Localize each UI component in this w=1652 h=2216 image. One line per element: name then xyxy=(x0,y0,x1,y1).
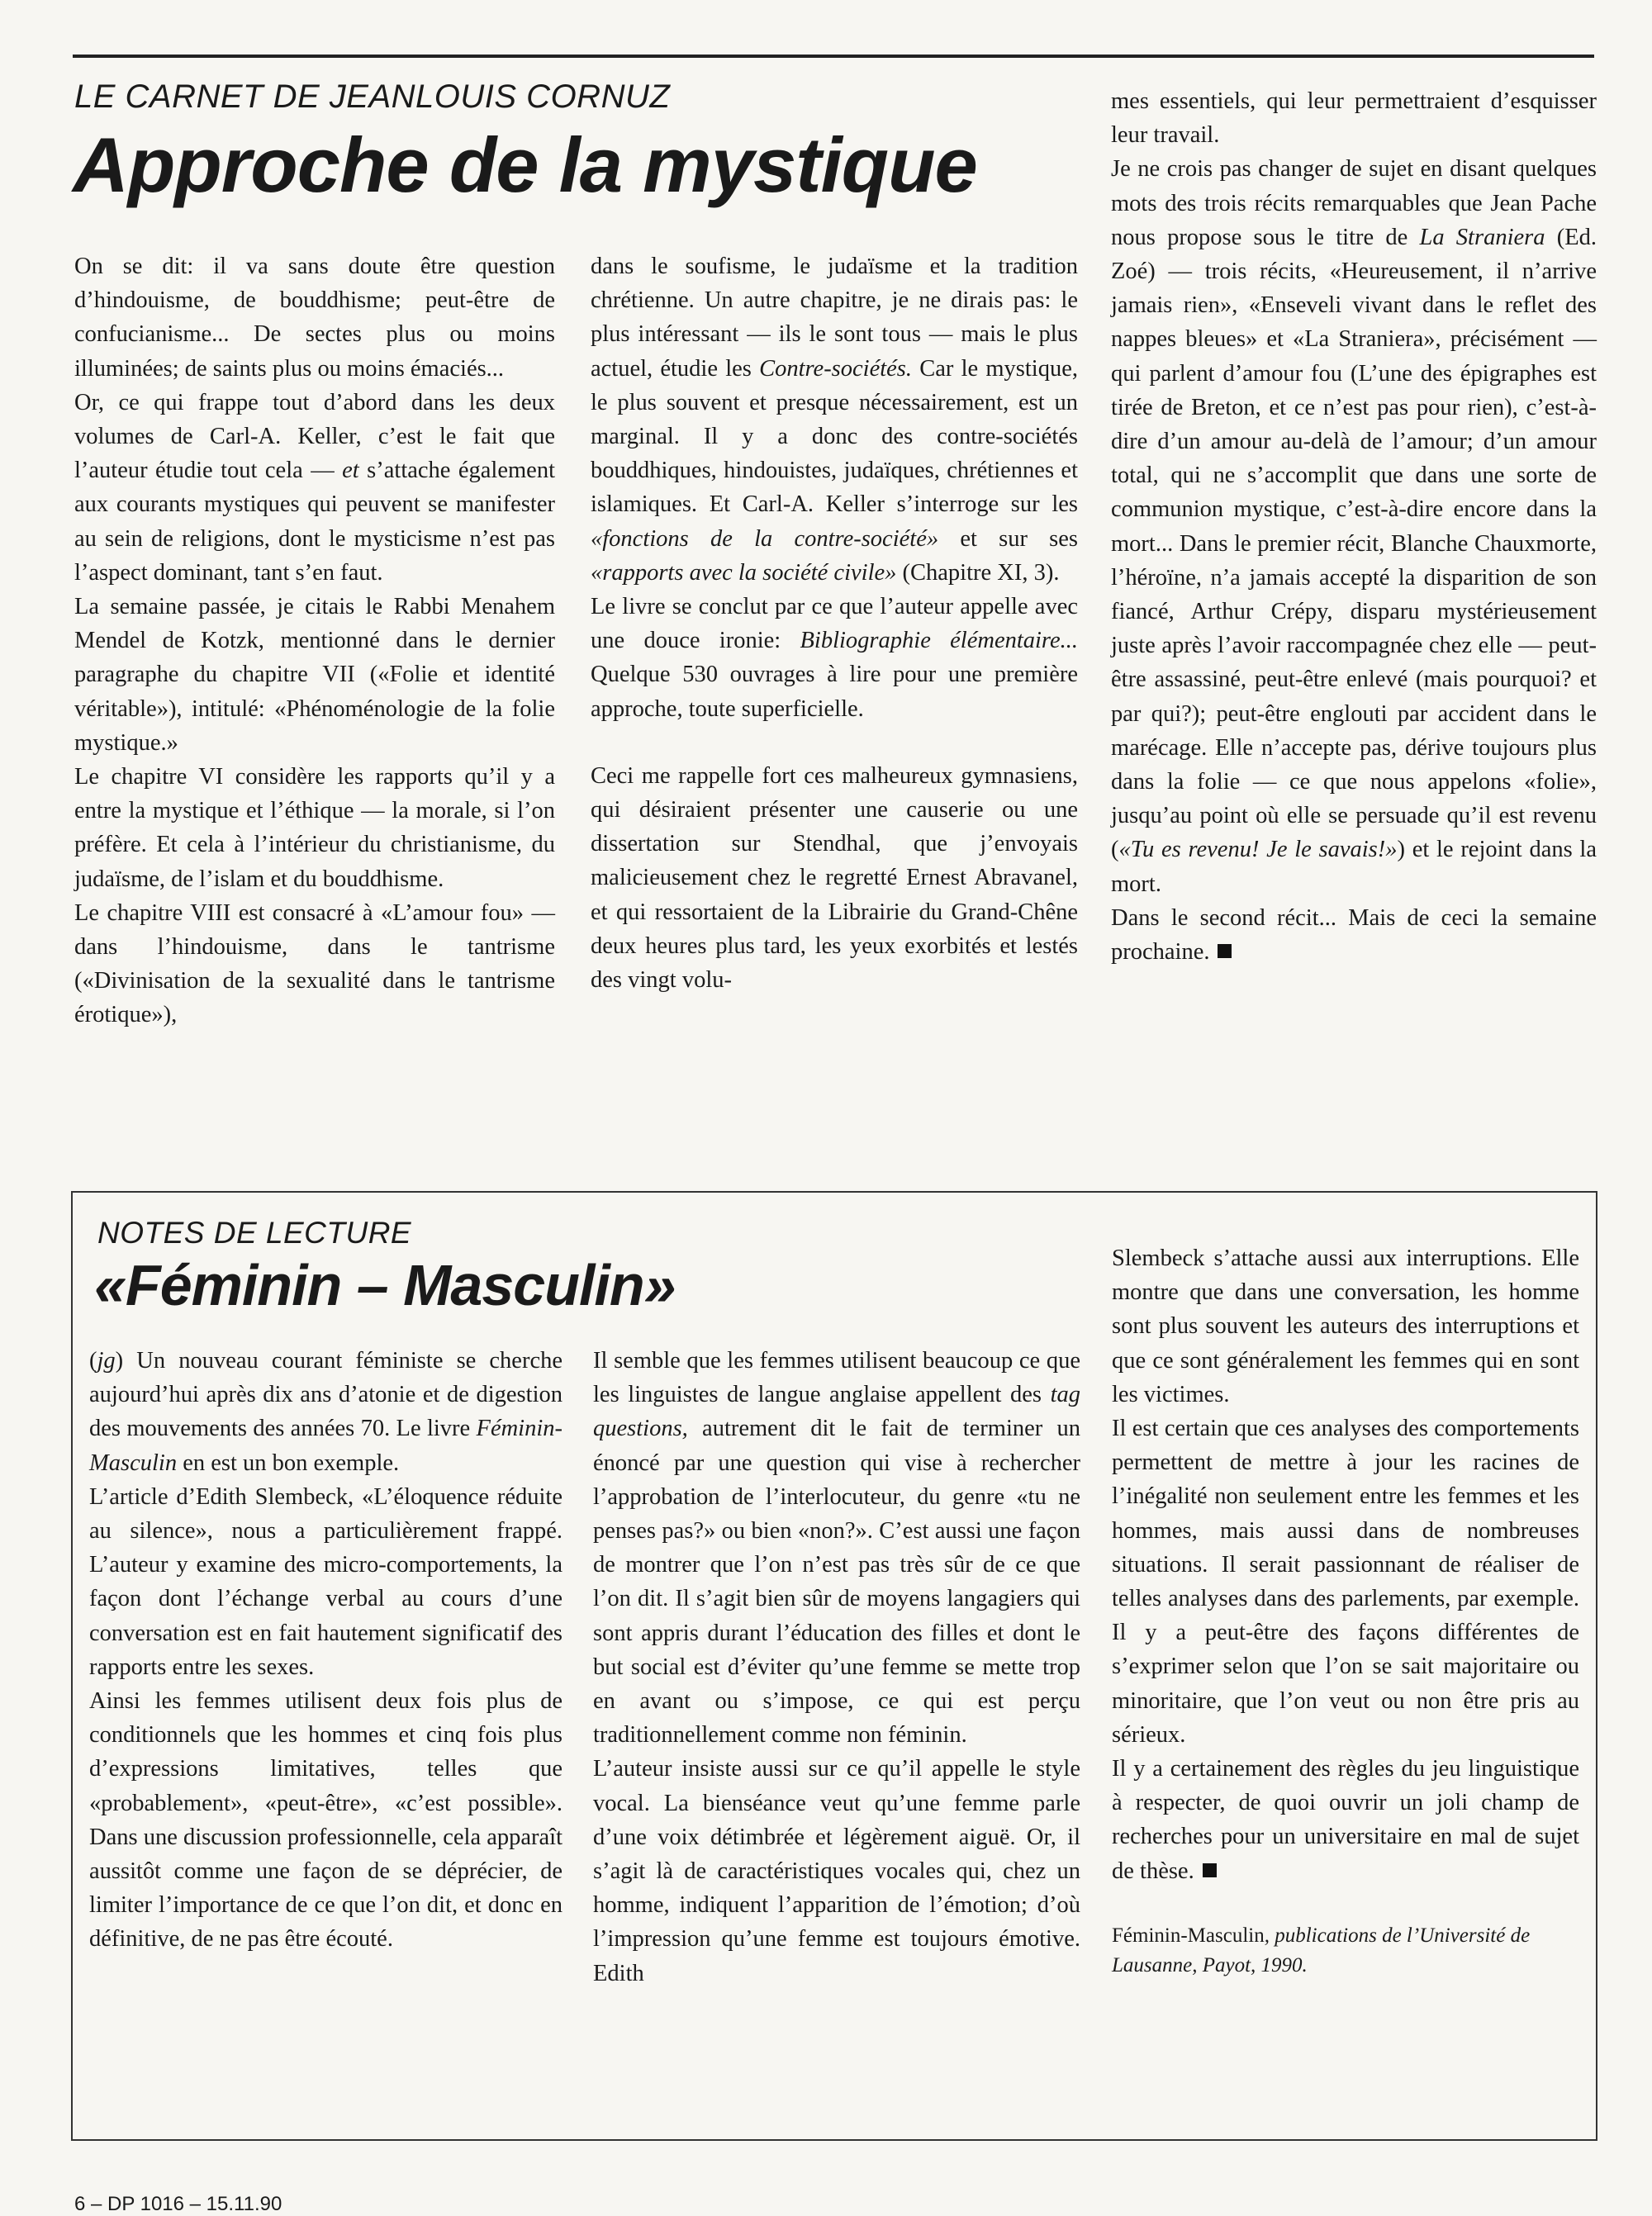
text: ) Un nouveau courant féministe se cherche aujourd’hui après dix ans d’atonie et de digestion des mouvements des années 70. Le livre xyxy=(89,1348,563,1442)
italic-text: Bibliographie élémentaire... xyxy=(800,628,1078,654)
text: ( xyxy=(89,1348,97,1374)
paragraph xyxy=(74,386,555,590)
paragraph xyxy=(593,1752,1080,1990)
italic-text: et xyxy=(342,458,359,484)
paragraph xyxy=(591,759,1078,997)
text: Le livre se conclut par ce que l’auteur appelle avec une douce ironie: xyxy=(591,594,1078,654)
text: Dans le second récit... Mais de ceci la semaine prochaine. xyxy=(1111,904,1597,966)
box-column-1 xyxy=(89,1344,563,1957)
paragraph xyxy=(89,1684,563,1957)
italic-text: jg xyxy=(97,1348,116,1374)
italic-text: Contre-sociétés. xyxy=(759,355,913,382)
text: Or, ce qui frappe tout d’abord dans les deux volumes de Carl-A. Keller, c’est le fait que l’auteur étudie tout cela — xyxy=(74,389,555,484)
text: Slembeck s’attache aussi aux interruptions. Elle montre que dans une conversation, les homme sont plus souvent les auteurs des interruptions et que ce sont généralement les femmes qui en sont les victimes. xyxy=(1112,1246,1579,1407)
italic-text: tag questions, xyxy=(593,1382,1080,1442)
paragraph xyxy=(1111,901,1597,969)
box-column-2 xyxy=(593,1344,1080,1991)
text: et sur ses xyxy=(938,525,1079,552)
article-column-2 xyxy=(591,249,1078,997)
text: dans le soufisme, le judaïsme et la tradition chrétienne. Un autre chapitre, je ne dirais pas: le plus intéressant — ils le sont tous — mais le plus actuel, étudie les xyxy=(591,254,1078,382)
box-title: «Féminin – Masculin» xyxy=(94,1253,676,1317)
text: en est un bon exemple. xyxy=(177,1450,400,1476)
text: Il y a certainement des règles du jeu linguistique à respecter, de quoi ouvrir un joli champ de recherches pour un universitaire en mal de sujet de thèse. xyxy=(1112,1756,1579,1884)
text: Il est certain que ces analyses des comportements permettent de mettre à jour les racines de l’inégalité non seulement entre les femmes et les hommes, mais aussi dans de nombreuses situations. Il serait passionnant de réaliser de telles analyses dans des parlements, par exemple. Il y a peut-être des façons différentes de s’exprimer selon que l’on se sait majoritaire ou minoritaire, que l’on veut ou non être pris au sérieux. xyxy=(1112,1416,1579,1748)
italic-text: , publications de l’Université de Lausanne, Payot, 1990. xyxy=(1112,1924,1531,1976)
paragraph xyxy=(89,1480,563,1684)
text: s’attache également aux courants mystiques qui peuvent se manifester au sein de religions, dont le mysticisme n’est pas l’aspect dominant, tant s’en faut. xyxy=(74,458,555,586)
italic-text: «rapports avec la société civile» xyxy=(591,559,897,586)
paragraph xyxy=(74,896,555,1032)
paragraph xyxy=(1111,84,1597,152)
top-rule xyxy=(73,55,1594,58)
text: Le chapitre VI considère les rapports qu’il y a entre la mystique et l’éthique — la morale, si l’on préfère. Et cela à l’intérieur du christianisme, du judaïsme, de l’islam et du bouddhisme. xyxy=(74,764,555,892)
paragraph xyxy=(74,760,555,896)
text: autrement dit le fait de terminer un énoncé par une question qui vise à rechercher l’approbation de l’interlocuteur, du genre «tu ne penses pas?» ou bien «non?». C’est aussi une façon de montrer que l’on n’est pas très sûr de ce que l’on dit. Il s’agit bien sûr de moyens langagiers qui sont appris durant l’éducation des filles et dont le but social est d’éviter qu’une femme se mette trop en avant ou s’impose, ce qui est perçu traditionnellement comme non féminin. xyxy=(593,1416,1080,1749)
text: On se dit: il va sans doute être question d’hindouisme, de bouddhisme; peut-être de confucianisme... De sectes plus ou moins illuminées; de saints plus ou moins émaciés... xyxy=(74,254,555,382)
text: Car le mystique, le plus souvent et presque nécessairement, est un marginal. Il y a donc des contre-sociétés bouddhiques, hindouistes, judaïques, chrétiennes et islamiques. Et Carl-A. Keller s’interroge sur les xyxy=(591,355,1078,518)
text: L’auteur insiste aussi sur ce qu’il appelle le style vocal. La bienséance veut qu’une femme parle d’une voix détimbrée et légèrement aiguë. Or, il s’agit là de caractéristiques vocales qui, chez un homme, indiquent l’apparition de l’émotion; d’où l’impression qu’une femme est toujours émotive. Edith xyxy=(593,1756,1080,1986)
italic-text: La Straniera xyxy=(1419,224,1545,250)
paragraph xyxy=(1111,152,1597,900)
text: Quelque 530 ouvrages à lire pour une première approche, toute superficielle. xyxy=(591,662,1078,722)
text: ) et le rejoint dans la mort. xyxy=(1111,837,1597,897)
article-column-3 xyxy=(1111,84,1597,969)
text: Ainsi les femmes utilisent deux fois plus de conditionnels que les hommes et cinq fois plus d’expressions limitatives, telles que «probablement», «peut-être», «c’est possible». Dans une discussion professionnelle, cela apparaît aussitôt comme une façon de se déprécier, de limiter l’importance de ce que l’on dit, et donc en définitive, de ne pas être écouté. xyxy=(89,1688,563,1953)
article-title: Approche de la mystique xyxy=(73,121,977,208)
paragraph xyxy=(591,590,1078,726)
text: Je ne crois pas changer de sujet en disant quelques mots des trois récits remarquables que Jean Pache nous propose sous le titre de xyxy=(1111,156,1597,250)
article-kicker: LE CARNET DE JEANLOUIS CORNUZ xyxy=(74,78,671,115)
paragraph xyxy=(1112,1412,1579,1752)
paragraph xyxy=(74,590,555,760)
box-column-3 xyxy=(1112,1241,1579,1981)
text: (Chapitre XI, 3). xyxy=(896,559,1060,586)
text: Ceci me rappelle fort ces malheureux gymnasiens, qui désiraient présenter une causerie ou une dissertation sur Stendhal, que j’envoyais malicieusement chez le regretté Ernest Abravanel, et qui ressortaient de la Librairie du Grand-Chêne deux heures plus tard, les yeux exorbités et lestés des vingt volu- xyxy=(591,762,1078,994)
text: Féminin-Masculin xyxy=(1112,1924,1265,1947)
box-kicker: NOTES DE LECTURE xyxy=(97,1216,412,1250)
italic-text: «fonctions de la contre-société» xyxy=(591,525,939,552)
text: Il semble que les femmes utilisent beaucoup ce que les linguistes de langue anglaise appellent des xyxy=(593,1348,1080,1408)
paragraph xyxy=(1112,1921,1579,1981)
page-footer: 6 – DP 1016 – 15.11.90 xyxy=(74,2193,282,2215)
article-column-1 xyxy=(74,249,555,1032)
text: L’article d’Edith Slembeck, «L’éloquence réduite au silence», nous a particulièrement frappé. L’auteur y examine des micro-comportements, la façon dont l’échange verbal au cours d’une conversation est en fait hautement significatif des rapports entre les sexes. xyxy=(89,1483,563,1680)
end-mark-icon xyxy=(1218,944,1232,958)
text: mes essentiels, qui leur permettraient d’esquisser leur travail. xyxy=(1111,88,1597,149)
paragraph xyxy=(1112,1752,1579,1888)
text: La semaine passée, je citais le Rabbi Menahem Mendel de Kotzk, mentionné dans le dernier paragraphe du chapitre VII («Folie et identité véritable»), intitulé: «Phénoménologie de la folie mystique.» xyxy=(74,594,555,756)
text: (Ed. Zoé) — trois récits, «Heureusement, il n’arrive jamais rien», «Enseveli vivant dans le reflet des nappes bleues» et «La Straniera», précisément — qui parlent d’amour fou (L’une des épigraphes est tirée de Breton, et ce n’est pas pour rien), c’est-à-dire d’un amour au-delà de l’amour; d’un amour total, qui ne s’accomplit que dans une sorte de communion mystique, c’est-à-dire encore dans la mort... Dans le premier récit, Blanche Chauxmorte, l’héroïne, n’a jamais accepté la disparition de son fiancé, Arthur Crépy, disparu mystérieusement juste après l’avoir raccompagnée chez elle — peut-être assassiné, peut-être enlevé (mais pourquoi? et par qui?); peut-être englouti par accident dans le marécage. Elle n’accepte pas, dérive toujours plus dans la folie — ce que nous appelons «folie», jusqu’au point où elle se persuade qu’il est revenu ( xyxy=(1111,224,1597,863)
paragraph xyxy=(74,249,555,386)
paragraph xyxy=(1112,1241,1579,1412)
paragraph xyxy=(89,1344,563,1480)
end-mark-icon xyxy=(1203,1863,1217,1877)
text: Le chapitre VIII est consacré à «L’amour fou» — dans l’hindouisme, dans le tantrisme («Divinisation de la sexualité dans le tantrisme érotique»), xyxy=(74,899,555,1028)
paragraph xyxy=(591,249,1078,590)
italic-text: «Tu es revenu! Je le savais!» xyxy=(1118,837,1398,863)
paragraph xyxy=(593,1344,1080,1752)
italic-text: Féminin-Masculin xyxy=(89,1416,563,1476)
